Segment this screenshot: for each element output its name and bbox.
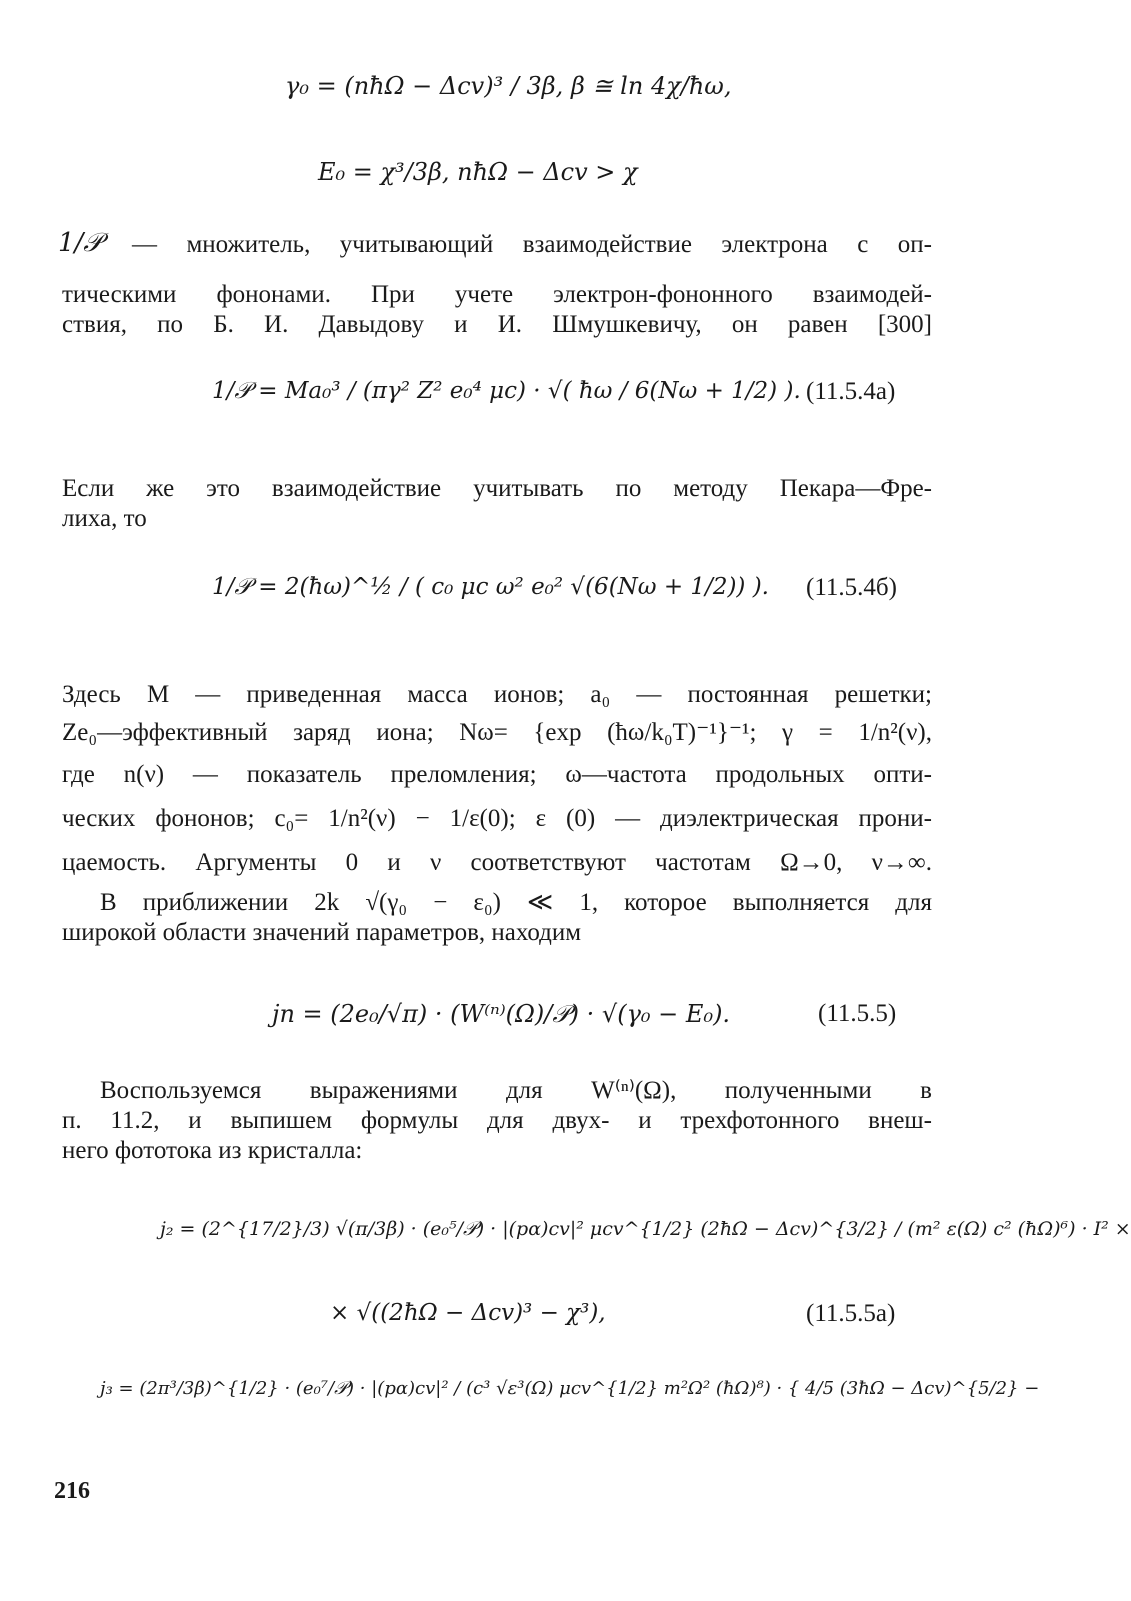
text-line: — множитель, учитывающий взаимодействие электрона с оп-	[132, 231, 932, 258]
text-line: п. 11.2, и выпишем формулы для двух- и трехфотонного внеш-	[62, 1107, 932, 1134]
text-line: широкой области значений параметров, находим	[62, 919, 582, 946]
text-line: тическими фононами. При учете электрон-фононного взаимодей-	[62, 281, 932, 308]
formula-j3: j₃ = (2π³/3β)^{1/2} · (e₀⁷/𝒫) · |(pα)cv|² / (c³ √ε³(Ω) μcv^{1/2} m²Ω² (ħΩ)⁸) · { 4/5 (3ħΩ − Δcv)^{5/2} −	[100, 1378, 1040, 1399]
text-line: лиха, то	[62, 505, 147, 532]
formula-11-5-5a-line1: j₂ = (2^{17/2}/3) √(π/3β) · (e₀⁵/𝒫) · |(pα)cv|² μcv^{1/2} (2ħΩ − Δcv)^{3/2} / (m² ε(Ω) c² (ħΩ)⁶) · I² ×	[160, 1218, 1131, 1240]
formula-11-5-5: jn = (2e₀/√π) · (W⁽ⁿ⁾(Ω)/𝒫) · √(γ₀ − E₀).	[272, 1000, 731, 1028]
equation-number: (11.5.5)	[818, 1000, 897, 1027]
text-line: Здесь M — приведенная масса ионов; a₀ — постоянная решетки;	[62, 681, 932, 708]
text-line: Воспользуемся выражениями для W⁽ⁿ⁾(Ω), полученными в	[100, 1077, 932, 1104]
text-line: ствия, по Б. И. Давыдову и И. Шмушкевичу, он равен [300]	[62, 311, 932, 338]
text-line: Ze₀—эффективный заряд иона; Nω= {exp (ħω/k₀T)⁻¹}⁻¹; γ = 1/n²(ν),	[62, 719, 932, 746]
formula-11-5-4a: 1/𝒫 = Ma₀³ / (πγ² Z² e₀⁴ μc) · √( ħω / 6(Nω + 1/2) ).	[212, 378, 801, 404]
text-line: В приближении 2k √(γ₀ − ε₀) ≪ 1, которое выполняется для	[100, 889, 932, 916]
page-number: 216	[54, 1478, 90, 1504]
text-line: где n(ν) — показатель преломления; ω—частота продольных опти-	[62, 761, 932, 788]
equation-number: (11.5.5а)	[806, 1300, 896, 1327]
equation-number: (11.5.4б)	[806, 574, 897, 601]
text-line: ческих фононов; c₀= 1/n²(ν) − 1/ε(0); ε (0) — диэлектрическая прони-	[62, 805, 932, 832]
text-line: цаемость. Аргументы 0 и ν соответствуют частотам Ω→0, ν→∞.	[62, 849, 932, 876]
inverse-P-symbol: 1/𝒫	[58, 228, 103, 258]
formula-gamma0: γ₀ = (nħΩ − Δcv)³ / 3β, β ≅ ln 4χ/ħω,	[285, 72, 732, 100]
formula-11-5-4b: 1/𝒫 = 2(ħω)^½ / ( c₀ μc ω² e₀² √(6(Nω + 1/2)) ).	[212, 574, 769, 600]
text-line: него фототока из кристалла:	[62, 1137, 363, 1164]
formula-E0: E₀ = χ³/3β, nħΩ − Δcv > χ	[318, 158, 638, 186]
text-line: Если же это взаимодействие учитывать по методу Пекара—Фре-	[62, 475, 932, 502]
equation-number: (11.5.4а)	[806, 378, 896, 405]
formula-11-5-5a-line2: × √((2ħΩ − Δcv)³ − χ³),	[330, 1300, 606, 1326]
